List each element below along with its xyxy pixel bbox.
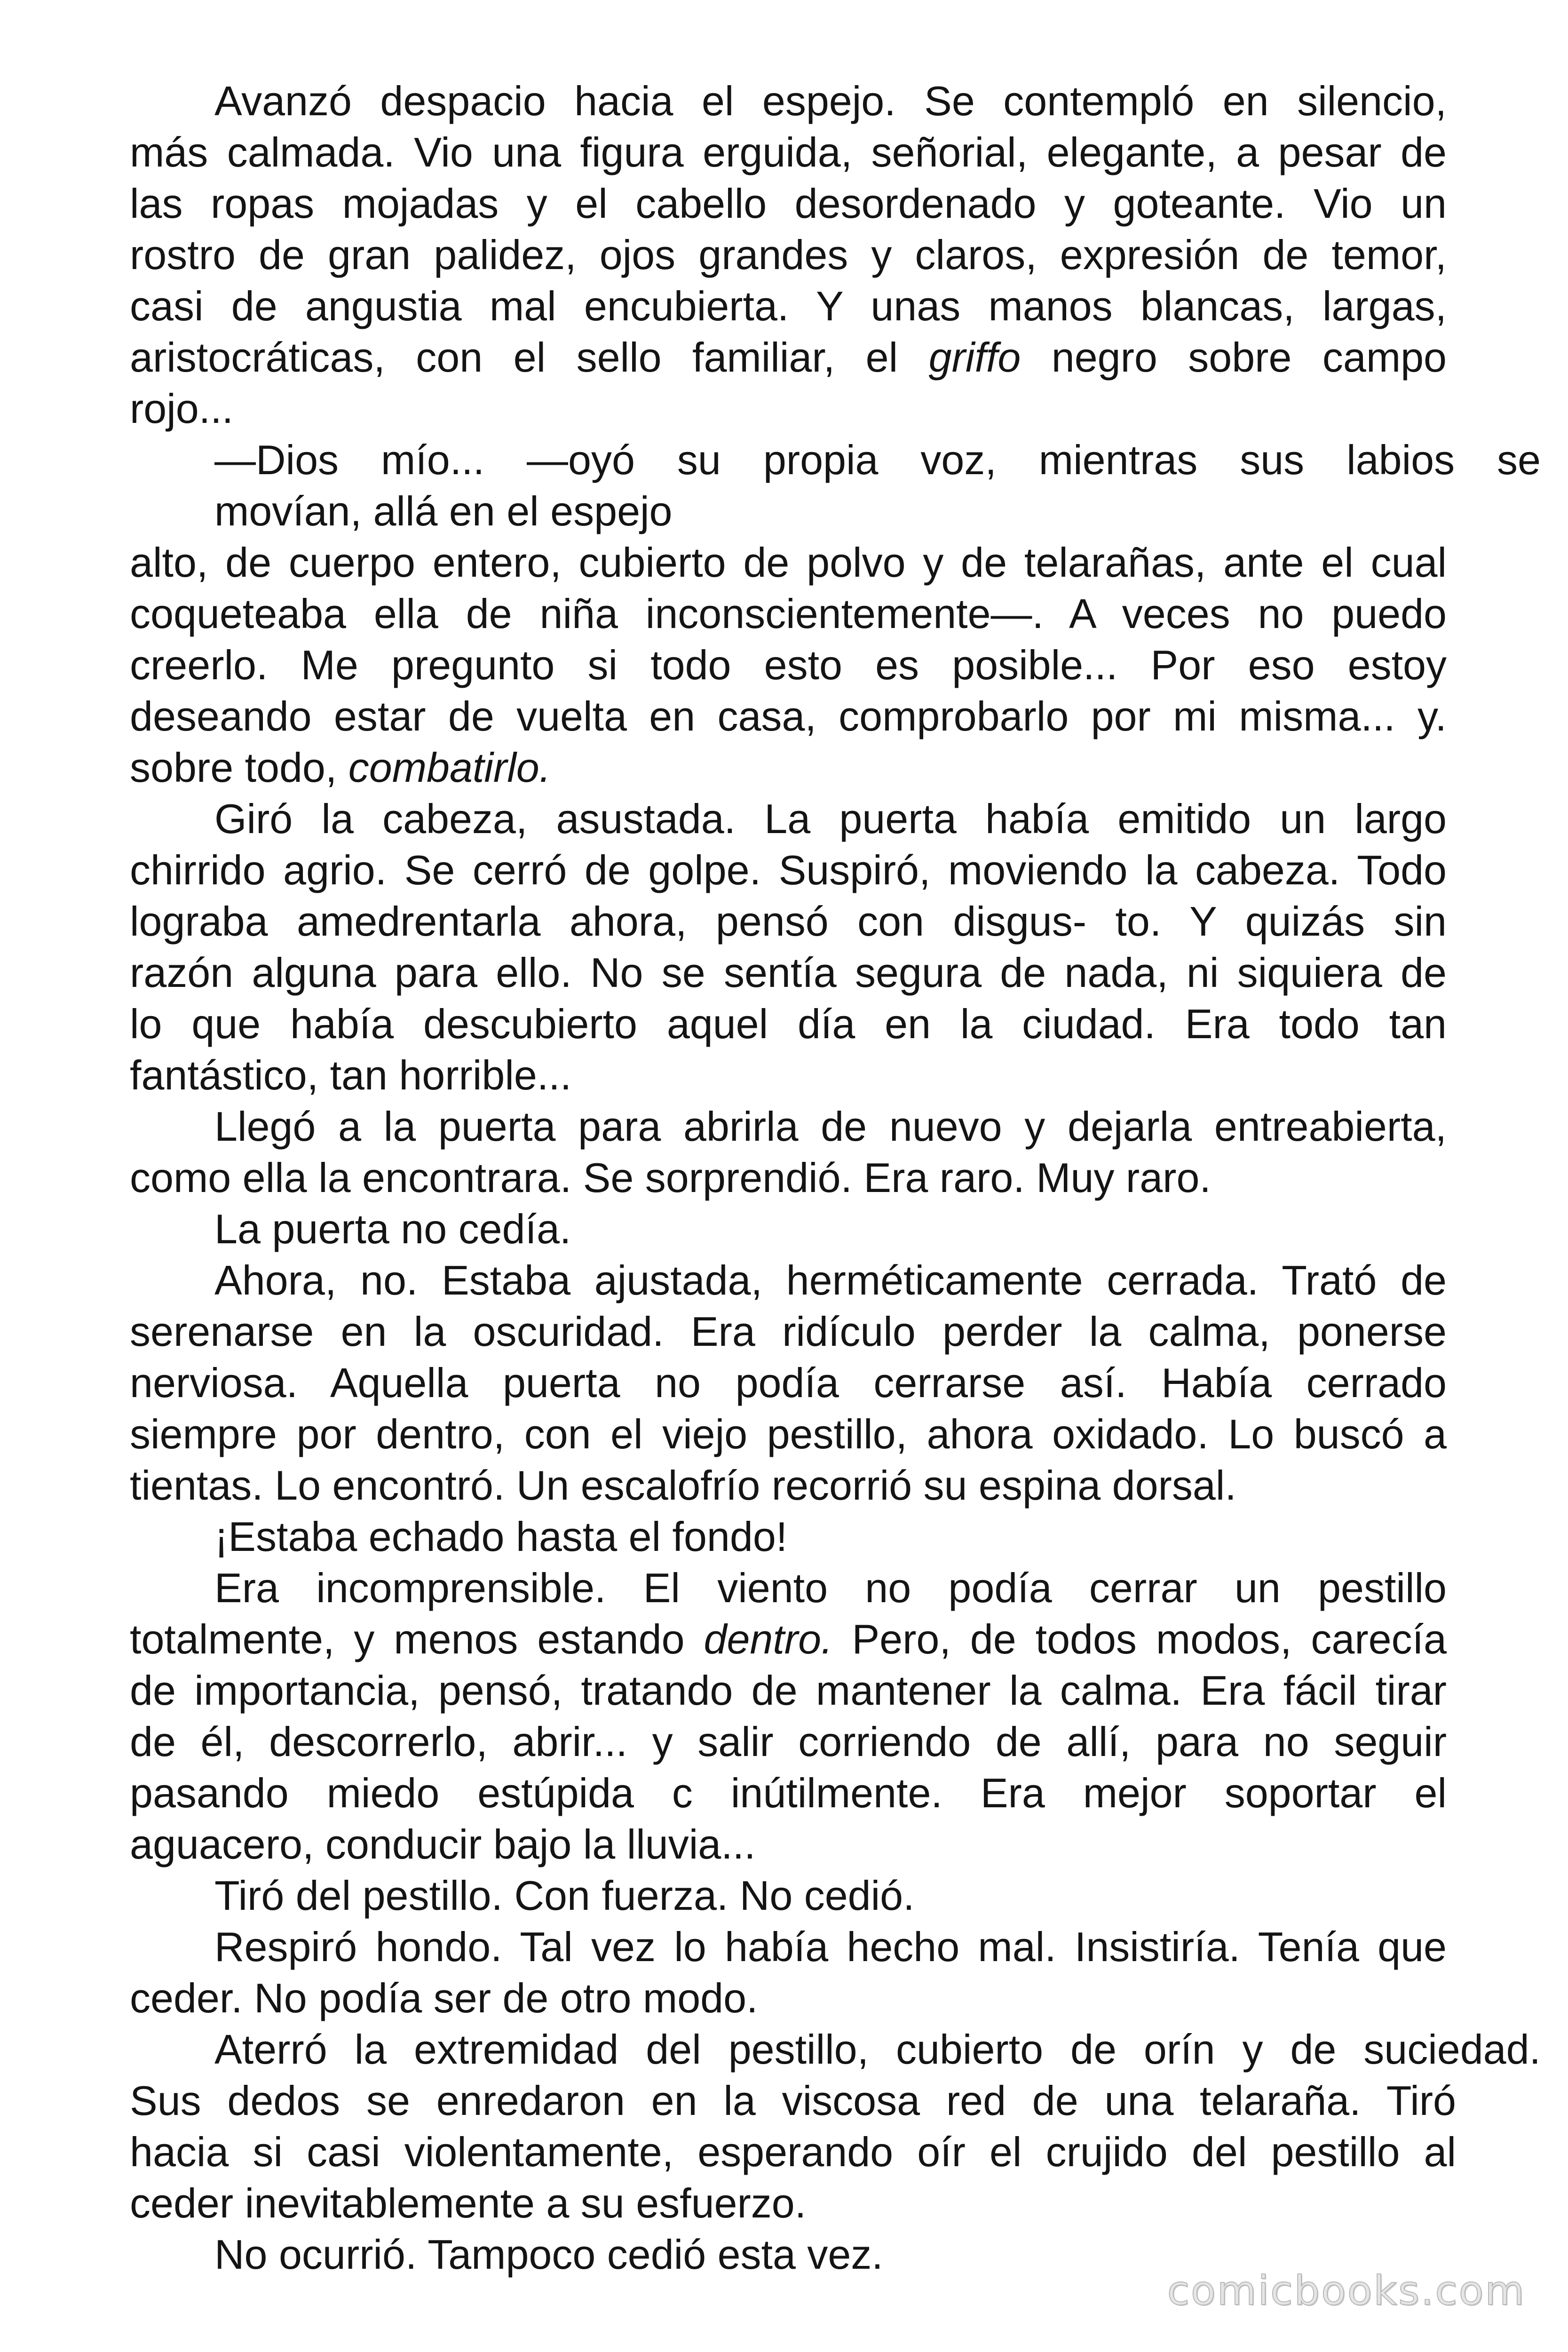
text-line: lo que había descubierto aquel día en la ciudad. Era todo tan [130, 1001, 1447, 1047]
text-line: razón alguna para ello. No se sentía segura de nada, ni siquiera de [130, 949, 1447, 996]
text-line: nerviosa. Aquella puerta no podía cerrarse así. Había cerrado [130, 1359, 1447, 1406]
text-line: tientas. Lo encontró. Un escalofrío recorrió su espina dorsal. [130, 1462, 1236, 1509]
text-line: como ella la encontrara. Se sorprendió. Era raro. Muy raro. [130, 1154, 1211, 1201]
text-line: rostro de gran palidez, ojos grandes y claros, expresión de temor, [130, 231, 1447, 278]
text-line: creerlo. Me pregunto si todo esto es posible... Por eso estoy [130, 642, 1447, 688]
text-line: ceder. No podía ser de otro modo. [130, 1975, 758, 2021]
text-line: Tiró del pestillo. Con fuerza. No cedió. [214, 1872, 915, 1919]
text-line: lograba amedrentarla ahora, pensó con disgus- to. Y quizás sin [130, 898, 1447, 945]
text-line: ceder inevitablemente a su esfuerzo. [130, 2180, 807, 2226]
text-line: Avanzó despacio hacia el espejo. Se contempló en silencio, [214, 78, 1447, 124]
text-line: de él, descorrerlo, abrir... y salir corriendo de allí, para no seguir [130, 1718, 1447, 1765]
text-line: rojo... [130, 385, 234, 432]
text-line: casi de angustia mal encubierta. Y unas manos blancas, largas, [130, 283, 1447, 329]
text-line: Llegó a la puerta para abrirla de nuevo y dejarla entreabierta, [214, 1103, 1447, 1150]
text-line: fantástico, tan horrible... [130, 1052, 572, 1098]
text-line: No ocurrió. Tampoco cedió esta vez. [214, 2231, 883, 2278]
italic-word: griffo [928, 334, 1021, 381]
text-line: chirrido agrio. Se cerró de golpe. Suspiró, moviendo la cabeza. Todo [130, 847, 1447, 893]
text-line: Ahora, no. Estaba ajustada, herméticamente cerrada. Trató de [214, 1257, 1447, 1303]
text-line: Aterró la extremidad del pestillo, cubierto de orín y de suciedad. [214, 2026, 1541, 2073]
text-line: pasando miedo estúpida c inútilmente. Era mejor soportar el [130, 1770, 1447, 1816]
text-line: Respiró hondo. Tal vez lo había hecho mal. Insistiría. Tenía que [214, 1923, 1447, 1970]
text-line: aristocráticas, con el sello familiar, el griffo negro sobre campo [130, 334, 1447, 381]
text-line: alto, de cuerpo entero, cubierto de polvo y de telarañas, ante el cual [130, 539, 1447, 586]
text-line: movían, allá en el espejo [214, 488, 673, 534]
text-line: La puerta no cedía. [214, 1206, 571, 1252]
italic-word: combatirlo. [348, 744, 551, 791]
text-line: hacia si casi violentamente, esperando oír el crujido del pestillo al [130, 2129, 1456, 2175]
text-line: aguacero, conducir bajo la lluvia... [130, 1821, 756, 1867]
text-line: las ropas mojadas y el cabello desordenado y goteante. Vio un [130, 180, 1447, 227]
book-page-text [130, 75, 1541, 2280]
italic-word: dentro. [704, 1616, 833, 1662]
text-line: Sus dedos se enredaron en la viscosa red de una telaraña. Tiró [130, 2077, 1456, 2124]
text-line: Giró la cabeza, asustada. La puerta había emitido un largo [214, 795, 1447, 842]
text-line: coqueteaba ella de niña inconscientemente—. A veces no puedo [130, 590, 1447, 637]
text-line: siempre por dentro, con el viejo pestillo, ahora oxidado. Lo buscó a [130, 1411, 1447, 1457]
text-line: serenarse en la oscuridad. Era ridículo perder la calma, ponerse [130, 1308, 1447, 1355]
text-line: de importancia, pensó, tratando de mantener la calma. Era fácil tirar [130, 1667, 1447, 1714]
watermark: comicbooks.com [1167, 2267, 1526, 2314]
text-line: —Dios mío... —oyó su propia voz, mientras sus labios se [214, 437, 1541, 483]
text-line: ¡Estaba echado hasta el fondo! [214, 1513, 788, 1560]
text-line: más calmada. Vio una figura erguida, señorial, elegante, a pesar de [130, 129, 1447, 175]
text-line: sobre todo, combatirlo. [130, 744, 551, 791]
text-line: Era incomprensible. El viento no podía cerrar un pestillo [214, 1565, 1447, 1611]
text-line: deseando estar de vuelta en casa, comprobarlo por mi misma... y. [130, 693, 1447, 739]
text-line: totalmente, y menos estando dentro. Pero, de todos modos, carecía [130, 1616, 1447, 1662]
